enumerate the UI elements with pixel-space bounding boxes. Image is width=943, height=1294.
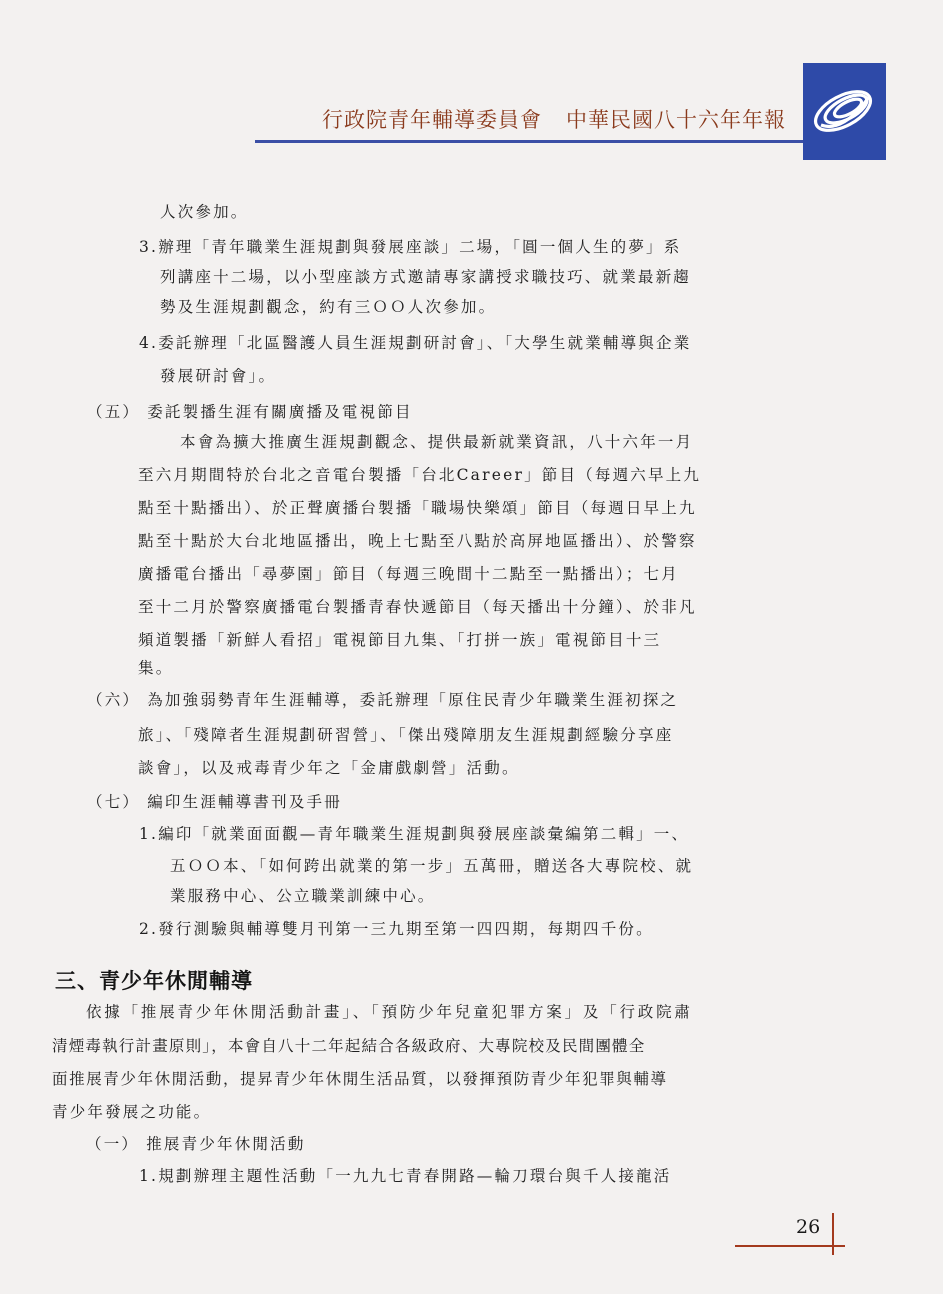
subheading-1: （一） 推展青少年休閒活動 [86, 1135, 306, 1153]
subheading-6: （六） 為加強弱勢青年生涯輔導，委託辦理「原住民青少年職業生涯初探之 [87, 691, 679, 709]
text-line: 點至十點播出）、於正聲廣播台製播「職場快樂頌」節目（每週日早上九 [138, 499, 697, 517]
text-line: 至六月期間特於台北之音電台製播「台北Career」節目（每週六早上九 [138, 466, 702, 484]
header-rule [255, 140, 803, 143]
text-line: 4.委託辦理「北區醫護人員生涯規劃研討會」、「大學生就業輔導與企業 [139, 334, 692, 352]
text-line: 青少年發展之功能。 [52, 1103, 212, 1121]
subheading-5: （五） 委託製播生涯有關廣播及電視節目 [87, 403, 413, 421]
text-line: 列講座十二場，以小型座談方式邀請專家講授求職技巧、就業最新趨 [160, 268, 692, 286]
text-line: 集。 [138, 659, 174, 677]
text-line: 清煙毒執行計畫原則」，本會自八十二年起結合各級政府、大專院校及民間團體全 [52, 1037, 646, 1055]
text-line: 3.辦理「青年職業生涯規劃與發展座談」二場，「圓一個人生的夢」系 [139, 238, 682, 256]
text-line: 人次參加。 [160, 203, 249, 221]
text-line: 旅」、「殘障者生涯規劃研習營」、「傑出殘障朋友生涯規劃經驗分享座 [138, 726, 674, 744]
section-heading: 三、青少年休閒輔導 [55, 968, 253, 993]
text-line: 面推展青少年休閒活動，提昇青少年休閒生活品質，以發揮預防青少年犯罪與輔導 [52, 1070, 668, 1088]
header-title [322, 104, 786, 134]
rings-logo-icon [803, 63, 886, 160]
text-line: 2.發行測驗與輔導雙月刊第一三九期至第一四四期，每期四千份。 [139, 920, 654, 938]
footer-divider [832, 1213, 834, 1255]
text-line: 五ＯＯ本、「如何跨出就業的第一步」五萬冊，贈送各大專院校、就 [170, 857, 694, 875]
text-line: 廣播電台播出「尋夢園」節目（每週三晚間十二點至一點播出）；七月 [138, 565, 679, 583]
text-line: 頻道製播「新鮮人看招」電視節目九集、「打拼一族」電視節目十三 [138, 631, 662, 649]
text-line: 談會」，以及戒毒青少年之「金庸戲劇營」活動。 [138, 759, 520, 777]
text-line: 發展研討會」。 [160, 367, 277, 385]
text-line: 點至十點於大台北地區播出，晚上七點至八點於高屏地區播出）、於警察 [138, 532, 697, 550]
text-line: 勢及生涯規劃觀念，約有三ＯＯ人次參加。 [160, 298, 497, 316]
text-line: 本會為擴大推廣生涯規劃觀念、提供最新就業資訊，八十六年一月 [180, 433, 694, 451]
text-line: 業服務中心、公立職業訓練中心。 [170, 887, 436, 905]
text-line: 依據「推展青少年休閒活動計畫」、「預防少年兒童犯罪方案」及「行政院肅 [86, 1003, 693, 1021]
header-report: 中華民國八十六年年報 [566, 108, 786, 132]
header-org: 行政院青年輔導委員會 [322, 108, 542, 132]
subheading-7: （七） 編印生涯輔導書刊及手冊 [87, 793, 342, 811]
page-number: 26 [796, 1216, 821, 1238]
footer-rule [735, 1245, 845, 1247]
text-line: 1.編印「就業面面觀—青年職業生涯規劃與發展座談彙編第二輯」一、 [139, 825, 690, 843]
text-line: 至十二月於警察廣播電台製播青春快遞節目（每天播出十分鐘）、於非凡 [138, 598, 697, 616]
text-line: 1.規劃辦理主題性活動「一九九七青春開路—輪刀環台與千人接龍活 [139, 1167, 672, 1185]
